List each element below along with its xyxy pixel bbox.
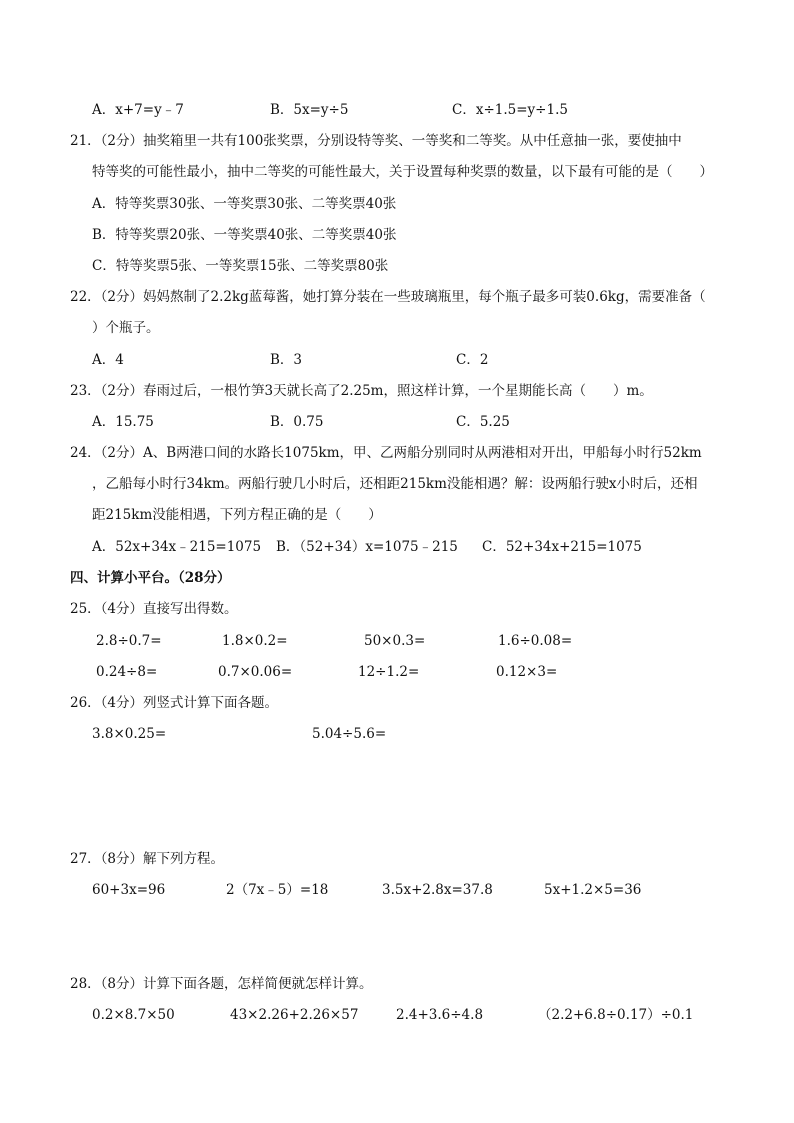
- q27-item: 60+3x=96: [92, 882, 166, 898]
- q24-option-a[interactable]: A．52x+34x﹣215=1075: [92, 539, 262, 555]
- q25-item: 0.7×0.06=: [218, 664, 293, 680]
- q21-option-c[interactable]: C．特等奖票5张、一等奖票15张、二等奖票80张: [92, 258, 389, 274]
- q24-stem-line2: ，乙船每小时行34km。两船行驶几小时后，还相距215km没能相遇？解：设两船行驶x小时后，还相: [92, 476, 698, 492]
- q27-item: 3.5x+2.8x=37.8: [382, 882, 493, 898]
- q20-option-c[interactable]: C．x÷1.5=y÷1.5: [452, 102, 568, 118]
- q23-stem: 23．（2分）春雨过后，一根竹笋3天就长高了2.25m，照这样计算，一个星期能长高（ ）m。: [70, 383, 653, 399]
- q20-option-b[interactable]: B．5x=y÷5: [270, 102, 349, 118]
- q26-item: 3.8×0.25=: [92, 726, 167, 742]
- q21-option-a[interactable]: A．特等奖票30张、一等奖票30张、二等奖票40张: [92, 196, 397, 212]
- q28-item: 0.2×8.7×50: [92, 1007, 175, 1023]
- q26-item: 5.04÷5.6=: [312, 726, 387, 742]
- q23-option-a[interactable]: A．15.75: [92, 414, 154, 430]
- q23-option-b[interactable]: B．0.75: [270, 414, 324, 430]
- q22-option-c[interactable]: C．2: [456, 352, 489, 368]
- q27-item: 5x+1.2×5=36: [544, 882, 642, 898]
- q25-item: 2.8÷0.7=: [96, 633, 162, 649]
- q22-stem-line2: ）个瓶子。: [92, 320, 160, 336]
- q26-title: 26．（4分）列竖式计算下面各题。: [70, 695, 279, 711]
- q28-title: 28．（8分）计算下面各题，怎样简便就怎样计算。: [70, 976, 373, 992]
- q23-option-c[interactable]: C．5.25: [456, 414, 510, 430]
- q27-title: 27．（8分）解下列方程。: [70, 851, 225, 867]
- q24-stem-line3: 距215km没能相遇，下列方程正确的是（ ）: [92, 507, 382, 523]
- q28-item: 2.4+3.6÷4.8: [396, 1007, 484, 1023]
- q21-stem-line1: 21．（2分）抽奖箱里一共有100张奖票，分别设特等奖、一等奖和二等奖。从中任意抽一张，要使抽中: [70, 133, 682, 149]
- q21-option-b[interactable]: B．特等奖票20张、一等奖票40张、二等奖票40张: [92, 227, 397, 243]
- q28-item: 43×2.26+2.26×57: [230, 1007, 359, 1023]
- q22-option-a[interactable]: A．4: [92, 352, 124, 368]
- q25-title: 25．（4分）直接写出得数。: [70, 601, 238, 617]
- q21-stem-line2: 特等奖的可能性最小，抽中二等奖的可能性最大，关于设置每种奖票的数量，以下最有可能的是（ ）: [92, 164, 713, 180]
- q22-stem-line1: 22．（2分）妈妈熬制了2.2kg蓝莓酱，她打算分装在一些玻璃瓶里，每个瓶子最多可装0.6kg，需要准备（: [70, 289, 706, 305]
- q25-item: 0.12×3=: [496, 664, 558, 680]
- q25-item: 50×0.3=: [364, 633, 426, 649]
- q25-item: 1.6÷0.08=: [498, 633, 573, 649]
- q22-option-b[interactable]: B．3: [270, 352, 303, 368]
- q25-item: 1.8×0.2=: [222, 633, 288, 649]
- q24-option-b[interactable]: B．（52+34）x=1075﹣215: [276, 539, 458, 555]
- q28-item: （2.2+6.8÷0.17）÷0.1: [538, 1007, 694, 1023]
- section-4-title: 四、计算小平台。（28分）: [70, 570, 231, 586]
- q25-item: 0.24÷8=: [96, 664, 158, 680]
- q24-stem-line1: 24．（2分）A、B两港口间的水路长1075km，甲、乙两船分别同时从两港相对开出，甲船每小时行52km: [70, 445, 702, 461]
- q27-item: 2（7x﹣5）=18: [226, 882, 329, 898]
- q24-option-c[interactable]: C．52+34x+215=1075: [482, 539, 642, 555]
- q20-option-a[interactable]: A．x+7=y﹣7: [92, 102, 184, 118]
- q25-item: 12÷1.2=: [358, 664, 420, 680]
